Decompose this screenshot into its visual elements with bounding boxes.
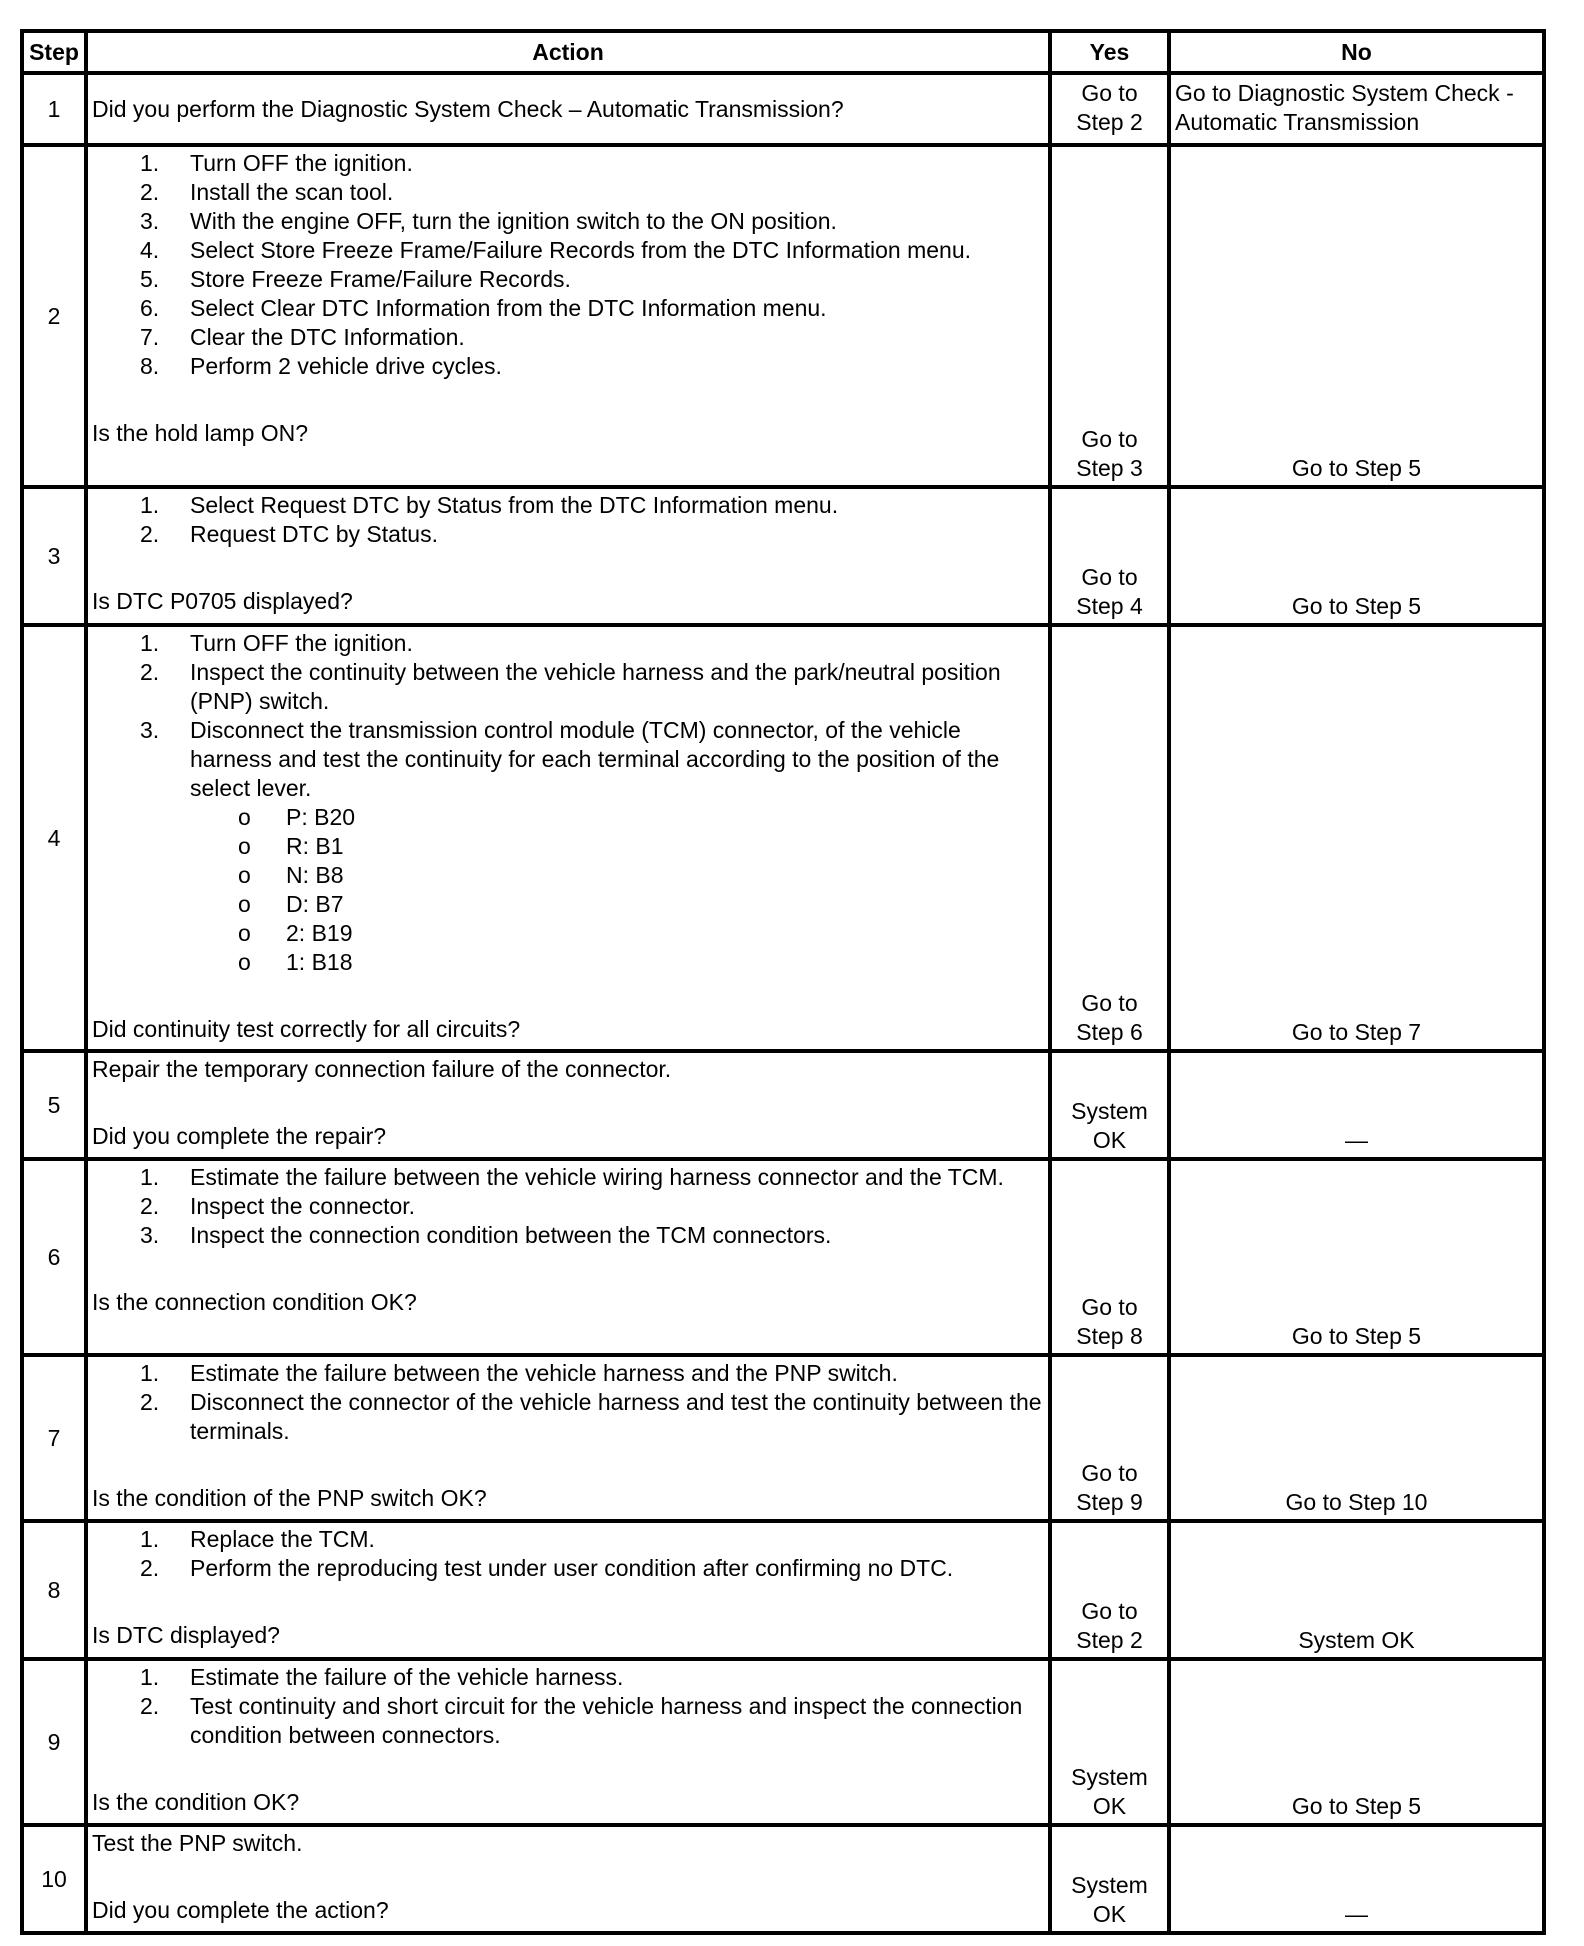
action-step: 5. Store Freeze Frame/Failure Records. (140, 266, 571, 292)
terminal-item: o 1: B18 (238, 949, 353, 975)
action-text: Repair the temporary connection failure of the connector. (92, 1056, 672, 1082)
yes-cell: System OK (1050, 1659, 1169, 1825)
table-row (22, 1521, 1544, 1659)
action-cell (86, 625, 1050, 1051)
action-step: 3. Disconnect the transmission control module (TCM) connector, of the vehicle harness and test the continuity for each terminal according to the position of the select lever. o P: B20 o R: B1 o N: B8 o D: B7 o 2: B19 o 1: B18 (92, 716, 1042, 977)
action-step: 2. Perform the reproducing test under user condition after confirming no DTC. (140, 1555, 954, 1581)
action-text: Test the PNP switch. (92, 1830, 303, 1856)
action-step: 3. Inspect the connection condition between the TCM connectors. (140, 1222, 832, 1248)
action-step: 2. Inspect the continuity between the vehicle harness and the park/neutral position (PNP) switch. (140, 659, 1001, 714)
action-cell (86, 1355, 1050, 1521)
action-steps-list (92, 149, 1042, 381)
header-step: Step (22, 31, 86, 73)
question-text: Did you complete the repair? (92, 1123, 387, 1149)
terminal-item: o 2: B19 (238, 920, 353, 946)
action-cell (86, 487, 1050, 625)
question-text: Is DTC P0705 displayed? (92, 588, 353, 614)
action-steps-list (92, 629, 1042, 977)
question-text: Is DTC displayed? (92, 1622, 280, 1648)
action-step: 1. Turn OFF the ignition. (140, 630, 413, 656)
action-cell (86, 1051, 1050, 1159)
header-action: Action (86, 31, 1050, 73)
action-steps-list (92, 491, 1042, 549)
no-cell: Go to Step 5 (1169, 487, 1544, 625)
step-number: 9 (22, 1659, 86, 1825)
table-row (22, 1051, 1544, 1159)
header-yes: Yes (1050, 31, 1169, 73)
step-number: 6 (22, 1159, 86, 1355)
action-step: 2. Inspect the connector. (140, 1193, 416, 1219)
table-row (22, 625, 1544, 1051)
step-number: 3 (22, 487, 86, 625)
table-row (22, 1355, 1544, 1521)
action-step: 2. Request DTC by Status. (140, 521, 438, 547)
question-text: Is the condition of the PNP switch OK? (92, 1485, 487, 1511)
action-cell (86, 1825, 1050, 1933)
action-step: 1. Replace the TCM. (140, 1526, 375, 1552)
yes-cell: Go to Step 9 (1050, 1355, 1169, 1521)
step-number: 8 (22, 1521, 86, 1659)
action-step: 1. Select Request DTC by Status from the DTC Information menu. (140, 492, 839, 518)
terminal-item: o D: B7 (238, 891, 344, 917)
table-row (22, 1825, 1544, 1933)
action-cell (86, 73, 1050, 145)
action-steps-list (92, 1663, 1042, 1750)
no-cell: — (1169, 1051, 1544, 1159)
yes-cell: Go to Step 4 (1050, 487, 1169, 625)
no-cell: Go to Step 10 (1169, 1355, 1544, 1521)
table-row (22, 1159, 1544, 1355)
yes-cell: Go to Step 6 (1050, 625, 1169, 1051)
action-step: 3. With the engine OFF, turn the ignition switch to the ON position. (140, 208, 837, 234)
terminal-item: o N: B8 (238, 862, 344, 888)
question-text: Did you perform the Diagnostic System Check – Automatic Transmission? (92, 95, 844, 122)
terminal-list (92, 803, 1042, 977)
yes-cell: Go to Step 8 (1050, 1159, 1169, 1355)
action-cell (86, 1521, 1050, 1659)
yes-cell: System OK (1050, 1051, 1169, 1159)
action-step: 7. Clear the DTC Information. (140, 324, 465, 350)
step-number: 2 (22, 145, 86, 487)
action-cell (86, 1159, 1050, 1355)
action-step: 4. Select Store Freeze Frame/Failure Records from the DTC Information menu. (140, 237, 972, 263)
action-steps-list (92, 1163, 1042, 1250)
step-number: 7 (22, 1355, 86, 1521)
yes-cell: Go to Step 3 (1050, 145, 1169, 487)
diagnostic-table (20, 29, 1546, 1935)
yes-cell: Go to Step 2 (1050, 73, 1169, 145)
no-cell: Go to Step 5 (1169, 1159, 1544, 1355)
question-text: Is the condition OK? (92, 1789, 300, 1815)
table-row (22, 1659, 1544, 1825)
header-row (22, 31, 1544, 73)
action-step: 1. Turn OFF the ignition. (140, 150, 413, 176)
no-cell: — (1169, 1825, 1544, 1933)
action-cell (86, 145, 1050, 487)
terminal-item: o P: B20 (238, 804, 356, 830)
action-step: 1. Estimate the failure between the vehicle wiring harness connector and the TCM. (140, 1164, 1004, 1190)
step-number: 5 (22, 1051, 86, 1159)
yes-cell: Go to Step 2 (1050, 1521, 1169, 1659)
action-step: 8. Perform 2 vehicle drive cycles. (140, 353, 502, 379)
no-cell: Go to Step 7 (1169, 625, 1544, 1051)
no-cell: Go to Step 5 (1169, 1659, 1544, 1825)
no-cell: Go to Diagnostic System Check - Automatic Transmission (1169, 73, 1544, 145)
action-step: 1. Estimate the failure between the vehicle harness and the PNP switch. (140, 1360, 898, 1386)
action-step: 6. Select Clear DTC Information from the DTC Information menu. (140, 295, 827, 321)
table-row (22, 145, 1544, 487)
table-row (22, 487, 1544, 625)
step-number: 10 (22, 1825, 86, 1933)
table-row (22, 73, 1544, 145)
action-step: 2. Test continuity and short circuit for the vehicle harness and inspect the connection condition between connectors. (140, 1693, 1023, 1748)
question-text: Is the connection condition OK? (92, 1289, 417, 1315)
step-number: 1 (22, 73, 86, 145)
question-text: Did continuity test correctly for all circuits? (92, 1016, 521, 1042)
terminal-item: o R: B1 (238, 833, 344, 859)
header-no: No (1169, 31, 1544, 73)
step-number: 4 (22, 625, 86, 1051)
no-cell: Go to Step 5 (1169, 145, 1544, 487)
action-steps-list (92, 1525, 1042, 1583)
action-steps-list (92, 1359, 1042, 1446)
no-cell: System OK (1169, 1521, 1544, 1659)
action-step: 2. Install the scan tool. (140, 179, 394, 205)
action-step: 1. Estimate the failure of the vehicle harness. (140, 1664, 624, 1690)
yes-cell: System OK (1050, 1825, 1169, 1933)
question-text: Did you complete the action? (92, 1897, 389, 1923)
action-cell (86, 1659, 1050, 1825)
action-step: 2. Disconnect the connector of the vehicle harness and test the continuity between the terminals. (140, 1389, 1042, 1444)
question-text: Is the hold lamp ON? (92, 420, 309, 446)
